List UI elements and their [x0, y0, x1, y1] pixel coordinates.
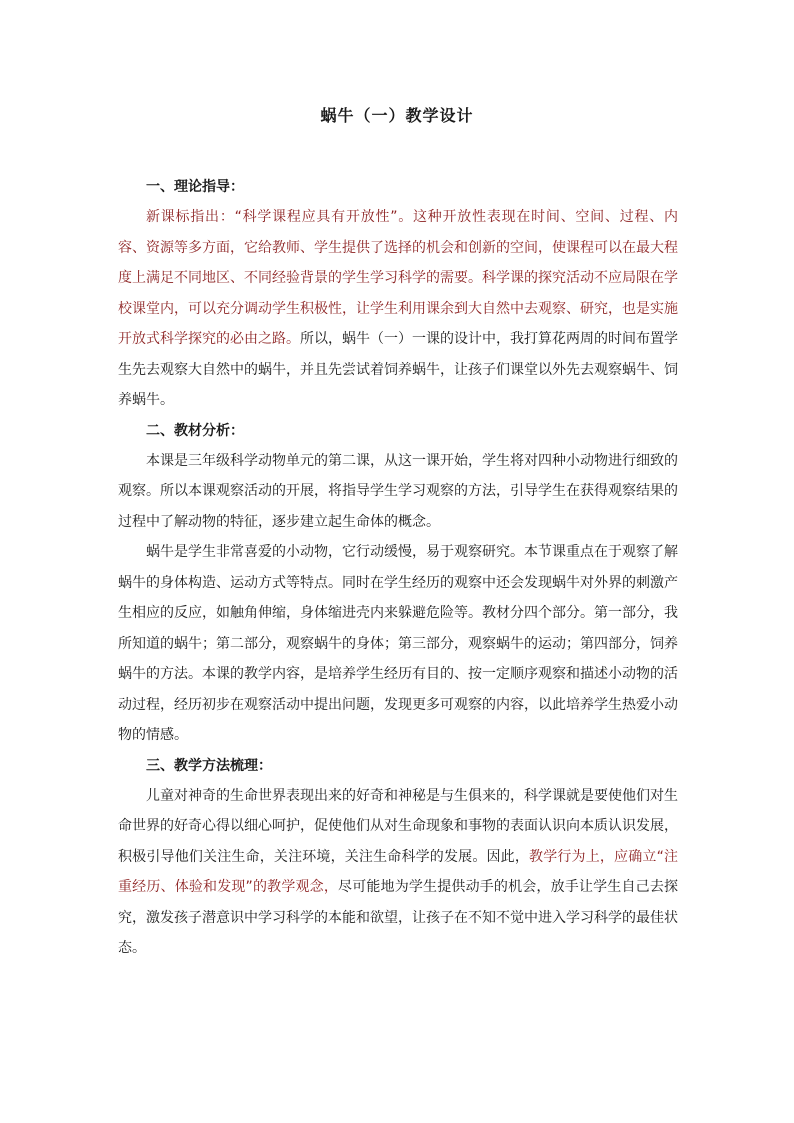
- text-run: 所以，蜗牛（一）一课的设计中，我打算花两周的时间布置学生先去观察大自然中的蜗牛，并且先尝试着饲养蜗牛，让孩子们课堂以外先去观察蜗牛、饲养蜗牛。: [118, 331, 678, 408]
- paragraph-theory: [118, 202, 678, 416]
- text-run: 新课标指出：“科学课程应具有开放性”。这种开放性表现在时间、空间、过程、内容、资源等多方面，它给教师、学生提供了选择的机会和创新的空间，使课程可以在最大程度上满足不同地区、不同经验背景的学生学习科学的需要。科学课的探究活动不应局限在学校课堂内，可以充分调动学生积极性，让学生利用课余到大自然中去观察、研究，也是实施开放式科学探究的必由之路。: [118, 209, 678, 347]
- paragraph-material-2: [118, 537, 678, 751]
- section-heading-method: 三、教学方法梳理：: [146, 757, 272, 774]
- text-run-highlight: 教学行为上，应确立“注重经历、体验和发现”的教学观念，: [118, 848, 678, 895]
- section-heading-material: 二、教材分析：: [146, 422, 244, 439]
- section-heading-theory: 一、理论指导：: [146, 179, 244, 195]
- text-run: 尽可能地为学生提供动手的机会，放手让学生自己去探究，激发孩子潜意识中学习科学的本能和欲望，让孩子在不知不觉中进入学习科学的最佳状态。: [118, 879, 678, 956]
- document-title: 蜗牛（一）教学设计: [320, 106, 474, 125]
- paragraph-material-1: [118, 446, 678, 538]
- paragraph-method: [118, 781, 678, 964]
- text-run: 本课是三年级科学动物单元的第二课，从这一课开始，学生将对四种小动物进行细致的观察。所以本课观察活动的开展，将指导学生学习观察的方法，引导学生在获得观察结果的过程中了解动物的特征，逐步建立起生命体的概念。: [118, 452, 678, 530]
- text-run: 儿童对神奇的生命世界表现出来的好奇和神秘是与生俱来的，科学课就是要使他们对生命世界的好奇心得以细心呵护，促使他们从对生命现象和事物的表面认识向本质认识发展，积极引导他们关注生命，关注环境，关注生命科学的发展。因此，: [118, 787, 678, 865]
- document-body: [118, 172, 678, 964]
- text-run: 蜗牛是学生非常喜爱的小动物，它行动缓慢，易于观察研究。本节课重点在于观察了解蜗牛的身体构造、运动方式等特点。同时在学生经历的观察中还会发现蜗牛对外界的刺激产生相应的反应，如触角伸缩，身体缩进壳内来躲避危险等。教材分四个部分。第一部分，我所知道的蜗牛；第二部分，观察蜗牛的身体；第三部分，观察蜗牛的运动；第四部分，饲养蜗牛的方法。本课的教学内容，是培养学生经历有目的、按一定顺序观察和描述小动物的活动过程，经历初步在观察活动中提出问题，发现更多可观察的内容，以此培养学生热爱小动物的情感。: [118, 544, 678, 743]
